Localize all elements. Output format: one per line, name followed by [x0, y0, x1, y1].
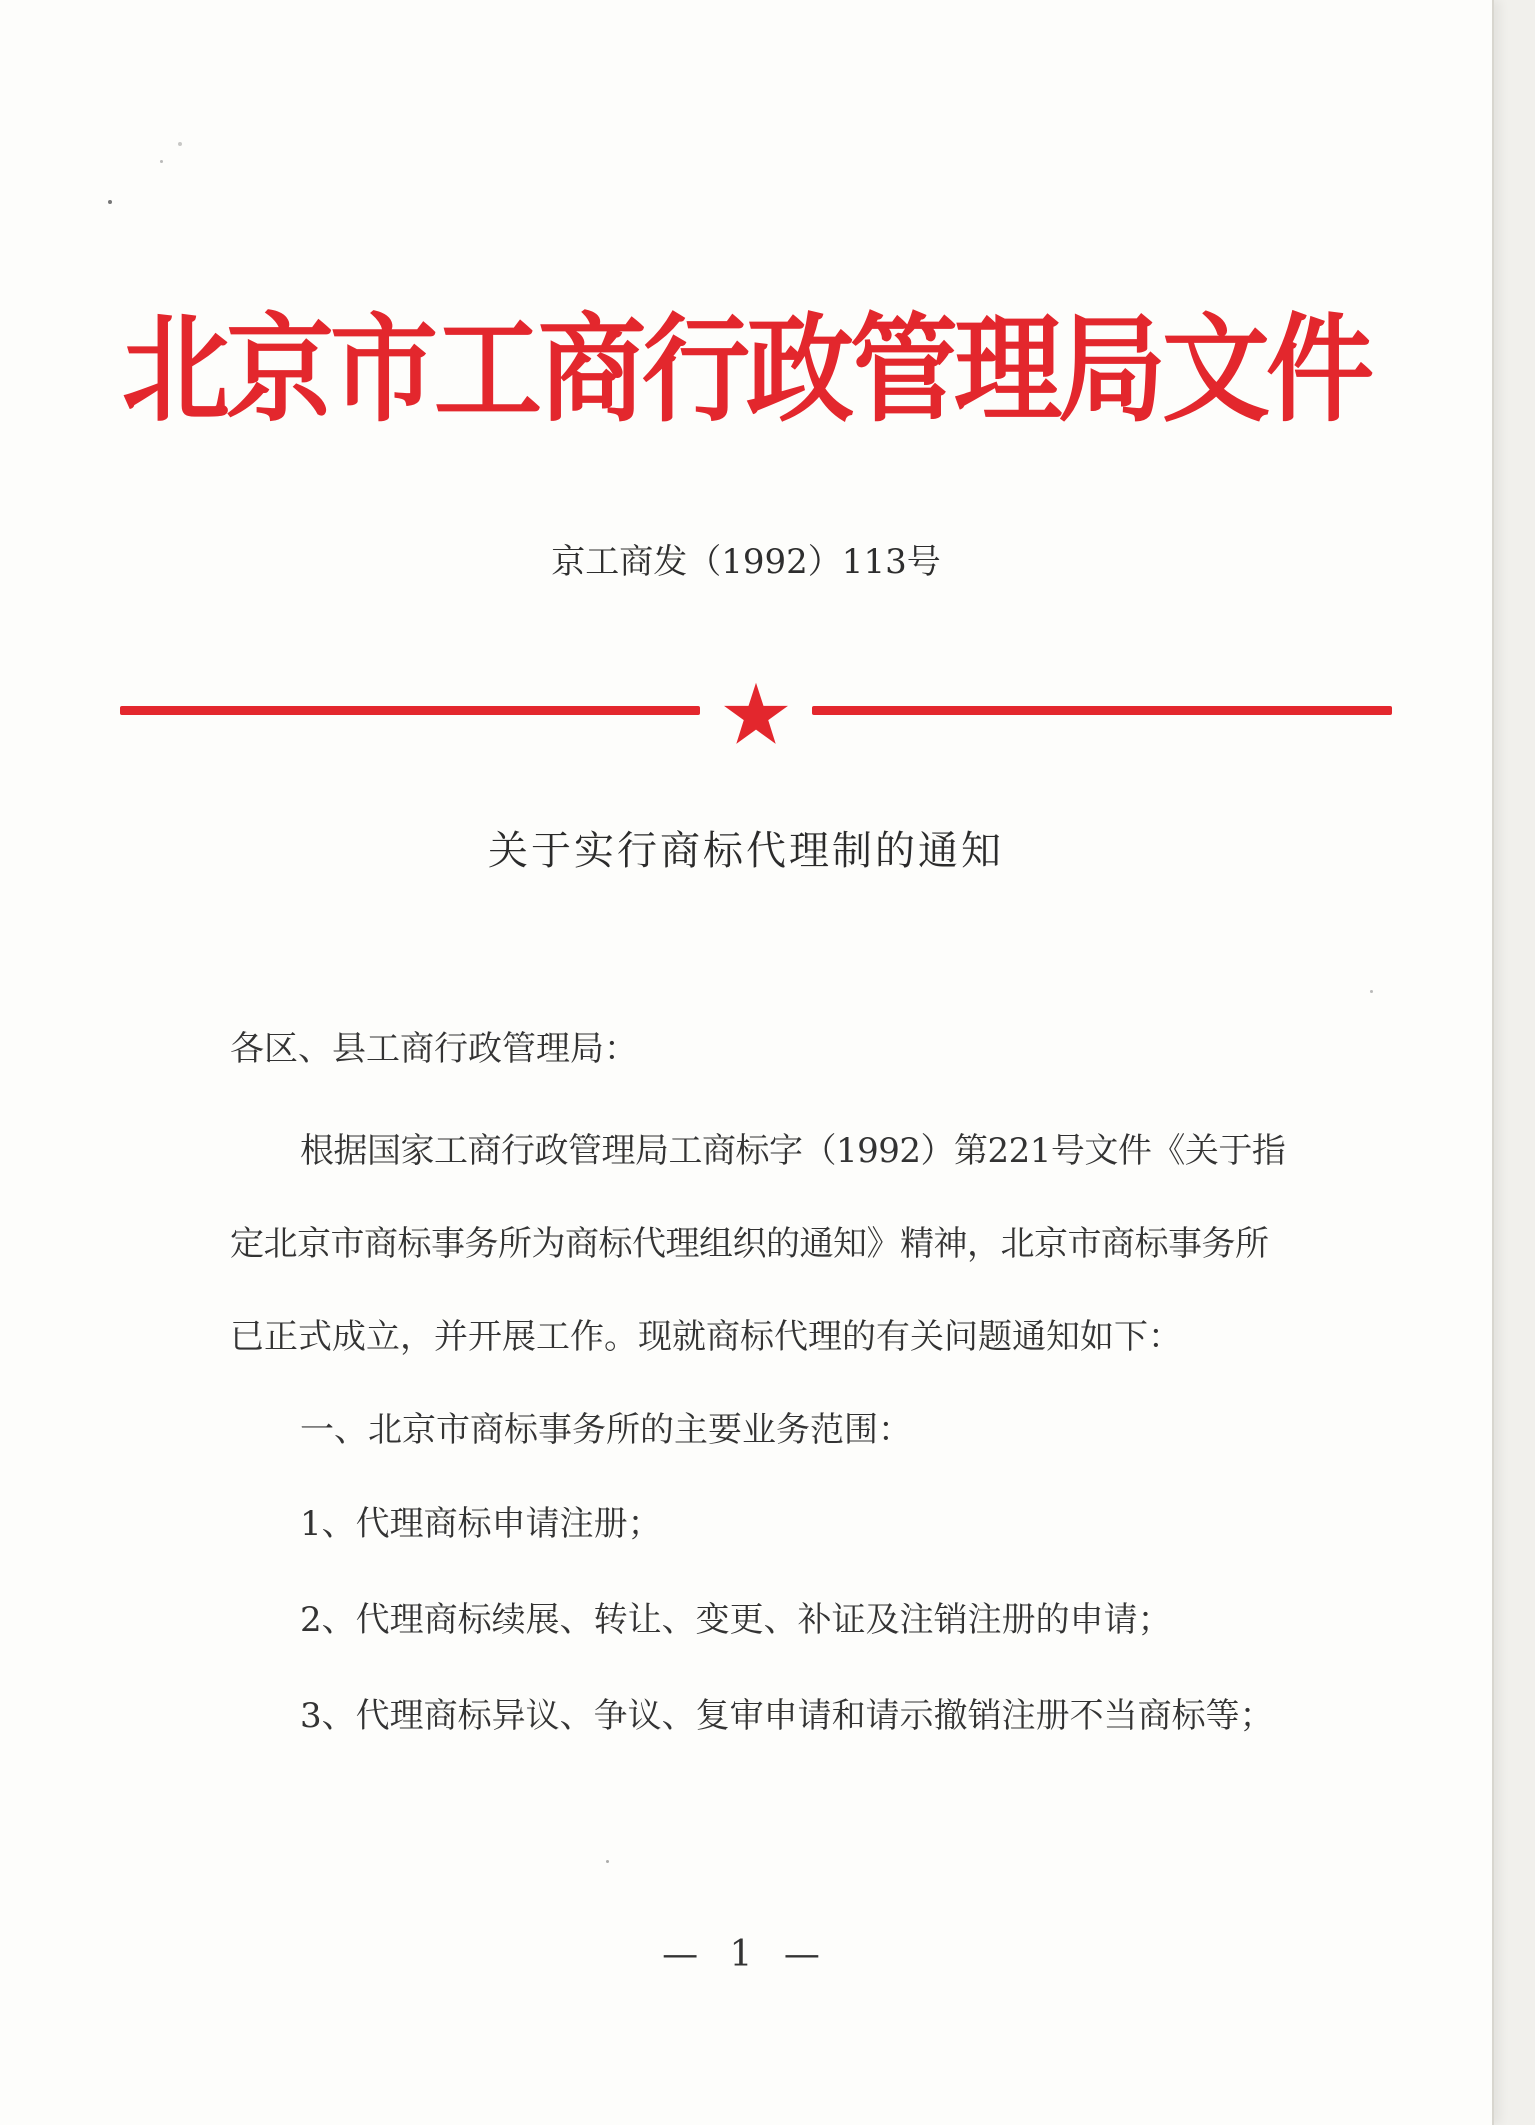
page-number: — 1 —	[662, 1934, 830, 1975]
red-rule-right	[812, 706, 1392, 715]
paper-speck	[606, 1860, 609, 1863]
star-icon	[722, 680, 790, 748]
body-line: 已正式成立，并开展工作。现就商标代理的有关问题通知如下：	[230, 1317, 1182, 1357]
paper-speck	[108, 200, 112, 204]
paper-speck	[178, 142, 182, 146]
document-number: 京工商发（1992）113号	[551, 542, 941, 582]
list-item: 3、代理商标异议、争议、复审申请和请示撤销注册不当商标等；	[300, 1696, 1274, 1736]
section-heading: 一、北京市商标事务所的主要业务范围：	[300, 1410, 912, 1450]
paper-speck	[1370, 990, 1373, 993]
body-line: 定北京市商标事务所为商标代理组织的通知》精神，北京市商标事务所	[230, 1224, 1269, 1264]
list-item: 1、代理商标申请注册；	[300, 1504, 662, 1544]
issuer-masthead: 北京市工商行政管理局文件	[121, 302, 1370, 438]
body-line: 根据国家工商行政管理局工商标字（1992）第221号文件《关于指	[300, 1131, 1286, 1171]
addressee: 各区、县工商行政管理局：	[230, 1029, 638, 1069]
list-item: 2、代理商标续展、转让、变更、补证及注销注册的申请；	[300, 1600, 1172, 1640]
paper-speck	[160, 160, 163, 163]
notice-title: 关于实行商标代理制的通知	[488, 828, 1004, 874]
red-rule-left	[120, 706, 700, 715]
